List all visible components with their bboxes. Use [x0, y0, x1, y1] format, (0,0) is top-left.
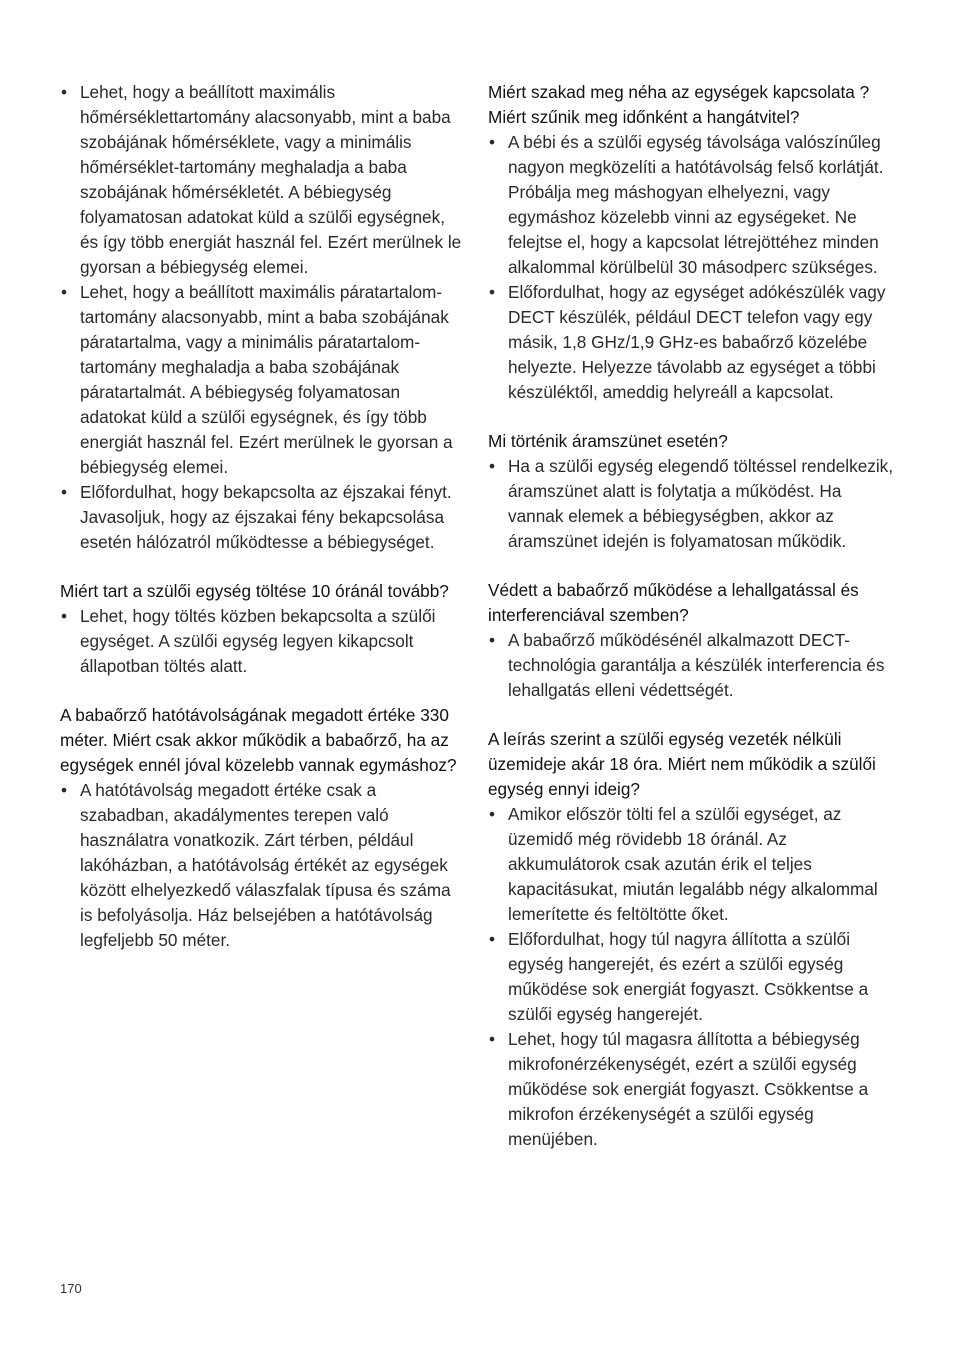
answer-list — [488, 628, 898, 703]
answer-list — [60, 604, 465, 679]
answer-list — [488, 454, 898, 554]
answer-list — [488, 130, 898, 405]
faq-question: Miért szakad meg néha az egységek kapcsolata ? Miért szűnik meg időnként a hangátvitel? — [488, 82, 870, 127]
answer-list — [60, 80, 465, 555]
faq-section — [488, 80, 898, 405]
answer-item: • A bébi és a szülői egység távolsága valószínűleg nagyon megközelíti a hatótávolság felső korlátját. Próbálja meg máshogyan elhelyezni, vagy egymáshoz közelebb vinni az egységeket. Ne felejtse el, hogy a kapcsolat létrejöttéhez minden alkalommal körülbelül 30 másodperc szükséges. — [488, 130, 898, 280]
faq-section — [60, 579, 465, 679]
right-column — [488, 80, 898, 1176]
faq-section — [488, 727, 898, 1152]
answer-item: • Lehet, hogy a beállított maximális páratartalom-tartomány alacsonyabb, mint a baba szobájának páratartalma, vagy a minimális páratartalom-tartomány meghaladja a baba szobájának páratartalmát. A bébiegység folyamatosan adatokat küld a szülői egységnek, és így több energiát használ fel. Ezért merülnek le gyorsan a bébiegység elemei. — [60, 280, 465, 480]
faq-section — [60, 80, 465, 555]
faq-question: A leírás szerint a szülői egység vezeték nélküli üzemideje akár 18 óra. Miért nem működik a szülői egység ennyi ideig? — [488, 729, 876, 799]
faq-section — [60, 703, 465, 953]
answer-item: • Előfordulhat, hogy bekapcsolta az éjszakai fényt. Javasoljuk, hogy az éjszakai fény bekapcsolása esetén hálózatról működtesse a bébiegységet. — [60, 480, 465, 555]
page-number: 170 — [60, 1281, 82, 1296]
answer-item: • Lehet, hogy töltés közben bekapcsolta a szülői egységet. A szülői egység legyen kikapcsolt állapotban töltés alatt. — [60, 604, 465, 679]
left-column — [60, 80, 465, 977]
answer-item: • A babaőrző működésénél alkalmazott DECT-technológia garantálja a készülék interferencia és lehallgatás elleni védettségét. — [488, 628, 898, 703]
answer-list — [60, 778, 465, 953]
faq-question: A babaőrző hatótávolságának megadott értéke 330 méter. Miért csak akkor működik a babaőrző, ha az egységek ennél jóval közelebb vannak egymáshoz? — [60, 705, 457, 775]
answer-item: • Amikor először tölti fel a szülői egységet, az üzemidő még rövidebb 18 óránál. Az akkumulátorok csak azután érik el teljes kapacitásukat, miután legalább négy alkalommal lemerítette és feltöltötte őket. — [488, 802, 898, 927]
answer-item: • Ha a szülői egység elegendő töltéssel rendelkezik, áramszünet alatt is folytatja a működést. Ha vannak elemek a bébiegységben, akkor az áramszünet idején is folyamatosan működik. — [488, 454, 898, 554]
faq-question: Miért tart a szülői egység töltése 10 óránál tovább? — [60, 581, 449, 601]
answer-item: • Lehet, hogy a beállított maximális hőmérséklettartomány alacsonyabb, mint a baba szobájának hőmérséklete, vagy a minimális hőmérséklet-tartomány meghaladja a baba szobájának hőmérsékletét. A bébiegység folyamatosan adatokat küld a szülői egységnek, és így több energiát használ fel. Ezért merülnek le gyorsan a bébiegység elemei. — [60, 80, 465, 280]
faq-section — [488, 578, 898, 703]
faq-question: Védett a babaőrző működése a lehallgatással és interferenciával szemben? — [488, 580, 859, 625]
answer-item: • Előfordulhat, hogy túl nagyra állította a szülői egység hangerejét, és ezért a szülői egység működése sok energiát fogyaszt. Csökkentse a szülői egység hangerejét. — [488, 927, 898, 1027]
answer-item: • A hatótávolság megadott értéke csak a szabadban, akadálymentes terepen való használatra vonatkozik. Zárt térben, például lakóházban, a hatótávolság értékét az egységek között elhelyezkedő válaszfalak típusa és száma is befolyásolja. Ház belsejében a hatótávolság legfeljebb 50 méter. — [60, 778, 465, 953]
answer-list — [488, 802, 898, 1152]
faq-section — [488, 429, 898, 554]
answer-item: • Lehet, hogy túl magasra állította a bébiegység mikrofonérzékenységét, ezért a szülői egység működése sok energiát fogyaszt. Csökkentse a mikrofon érzékenységét a szülői egység menüjében. — [488, 1027, 898, 1152]
faq-question: Mi történik áramszünet esetén? — [488, 431, 728, 451]
answer-item: • Előfordulhat, hogy az egységet adókészülék vagy DECT készülék, például DECT telefon vagy egy másik, 1,8 GHz/1,9 GHz-es babaőrző közelébe helyezte. Helyezze távolabb az egységet a többi készüléktől, ameddig helyreáll a kapcsolat. — [488, 280, 898, 405]
